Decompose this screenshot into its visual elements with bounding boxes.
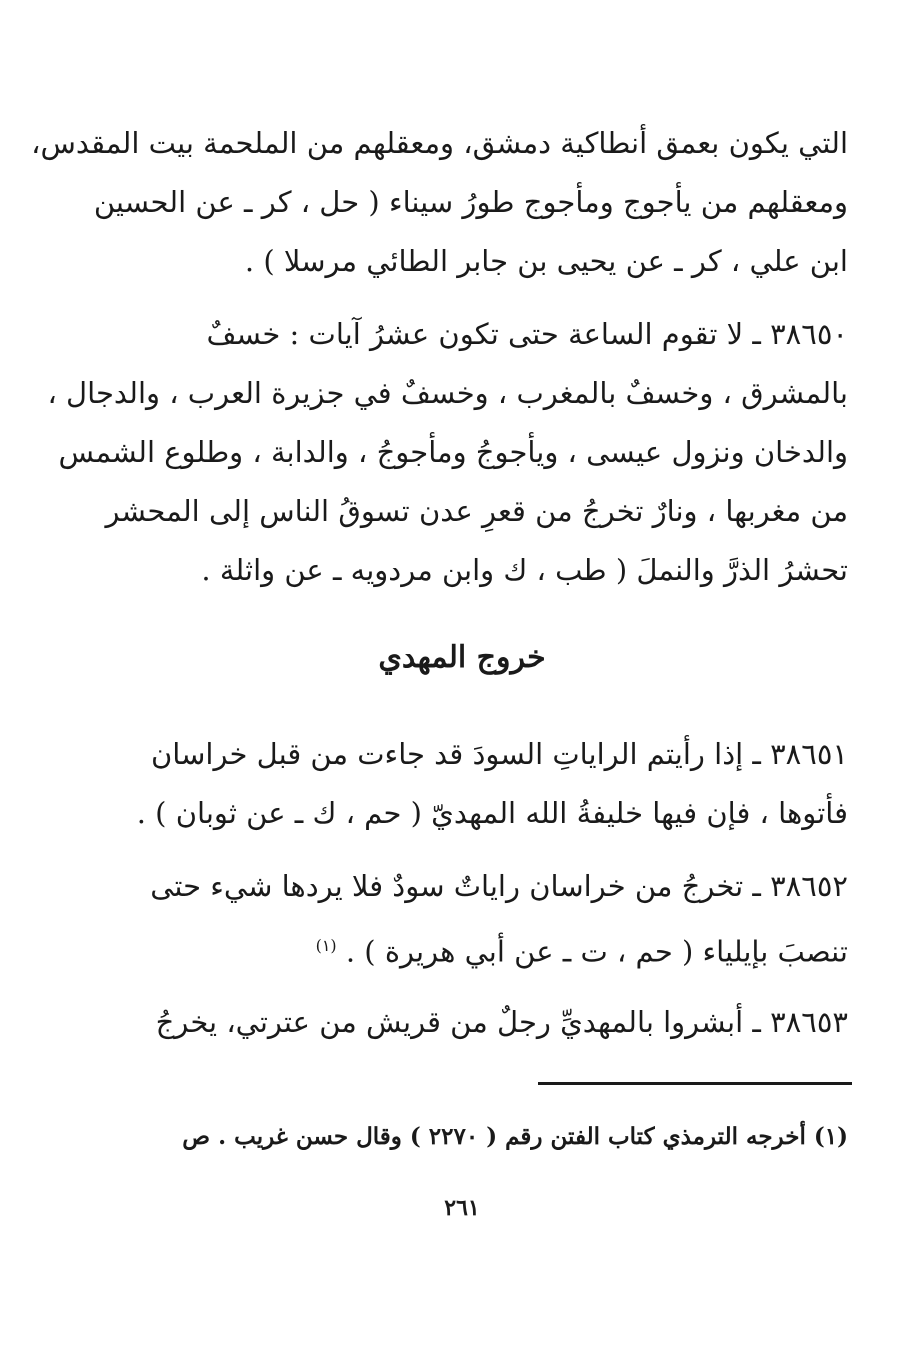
text-line: والدخان ونزول عيسى ، ويأجوجُ ومأجوجُ ، والدابة ، وطلوع الشمس — [58, 435, 848, 469]
text-line: تنصبَ بإيلياء ( حم ، ت ـ عن أبي هريرة ) . — [345, 934, 848, 969]
text-line: ٣٨٦٥٠ ـ لا تقوم الساعة حتى تكون عشرُ آيات : خسفٌ — [206, 317, 848, 351]
text-line: ابن علي ، كر ـ عن يحيى بن جابر الطائي مرسلا ) . — [244, 244, 848, 278]
text-line: التي يكون بعمق أنطاكية دمشق، ومعقلهم من الملحمة بيت المقدس، — [31, 126, 848, 160]
footnote: (١) أخرجه الترمذي كتاب الفتن رقم ( ٢٢٧٠ ) وقال حسن غريب . ص — [182, 1123, 848, 1150]
text-line: ٣٨٦٥٢ ـ تخرجُ من خراسان راياتٌ سودٌ فلا يردها شيء حتى — [150, 869, 848, 903]
paragraph-continuation — [31, 114, 848, 291]
text-line: ومعقلهم من يأجوج ومأجوج طورُ سيناء ( حل ، كر ـ عن الحسين — [93, 185, 848, 219]
text-line: من مغربها ، ونارٌ تخرجُ من قعرِ عدن تسوقُ الناس إلى المحشر — [105, 494, 848, 528]
text-line: ٣٨٦٥٣ ـ أبشروا بالمهديِّ رجلٌ من قريش من عترتي، يخرجُ — [155, 1005, 848, 1039]
hadith-38652 — [148, 857, 848, 982]
text-line: فأتوها ، فإن فيها خليفةُ الله المهديّ ( حم ، ك ـ عن ثوبان ) . — [136, 796, 848, 830]
text-line: تحشرُ الذرَّ والنملَ ( طب ، ك وابن مردويه ـ عن واثلة . — [201, 553, 848, 587]
footnote-separator — [538, 1082, 852, 1085]
footnote-marker: (١) — [315, 936, 337, 955]
page-number: ٢٦١ — [444, 1195, 480, 1221]
text-line: ٣٨٦٥١ ـ إذا رأيتم الراياتِ السودَ قد جاءت من قبل خراسان — [151, 737, 848, 771]
hadith-38650 — [47, 305, 848, 600]
text-line: بالمشرق ، وخسفٌ بالمغرب ، وخسفٌ في جزيرة العرب ، والدجال ، — [47, 376, 848, 410]
text-line-with-footnote — [148, 916, 848, 982]
section-heading: خروج المهدي — [378, 640, 546, 675]
hadith-38651 — [136, 725, 848, 843]
hadith-38653 — [148, 993, 848, 1052]
